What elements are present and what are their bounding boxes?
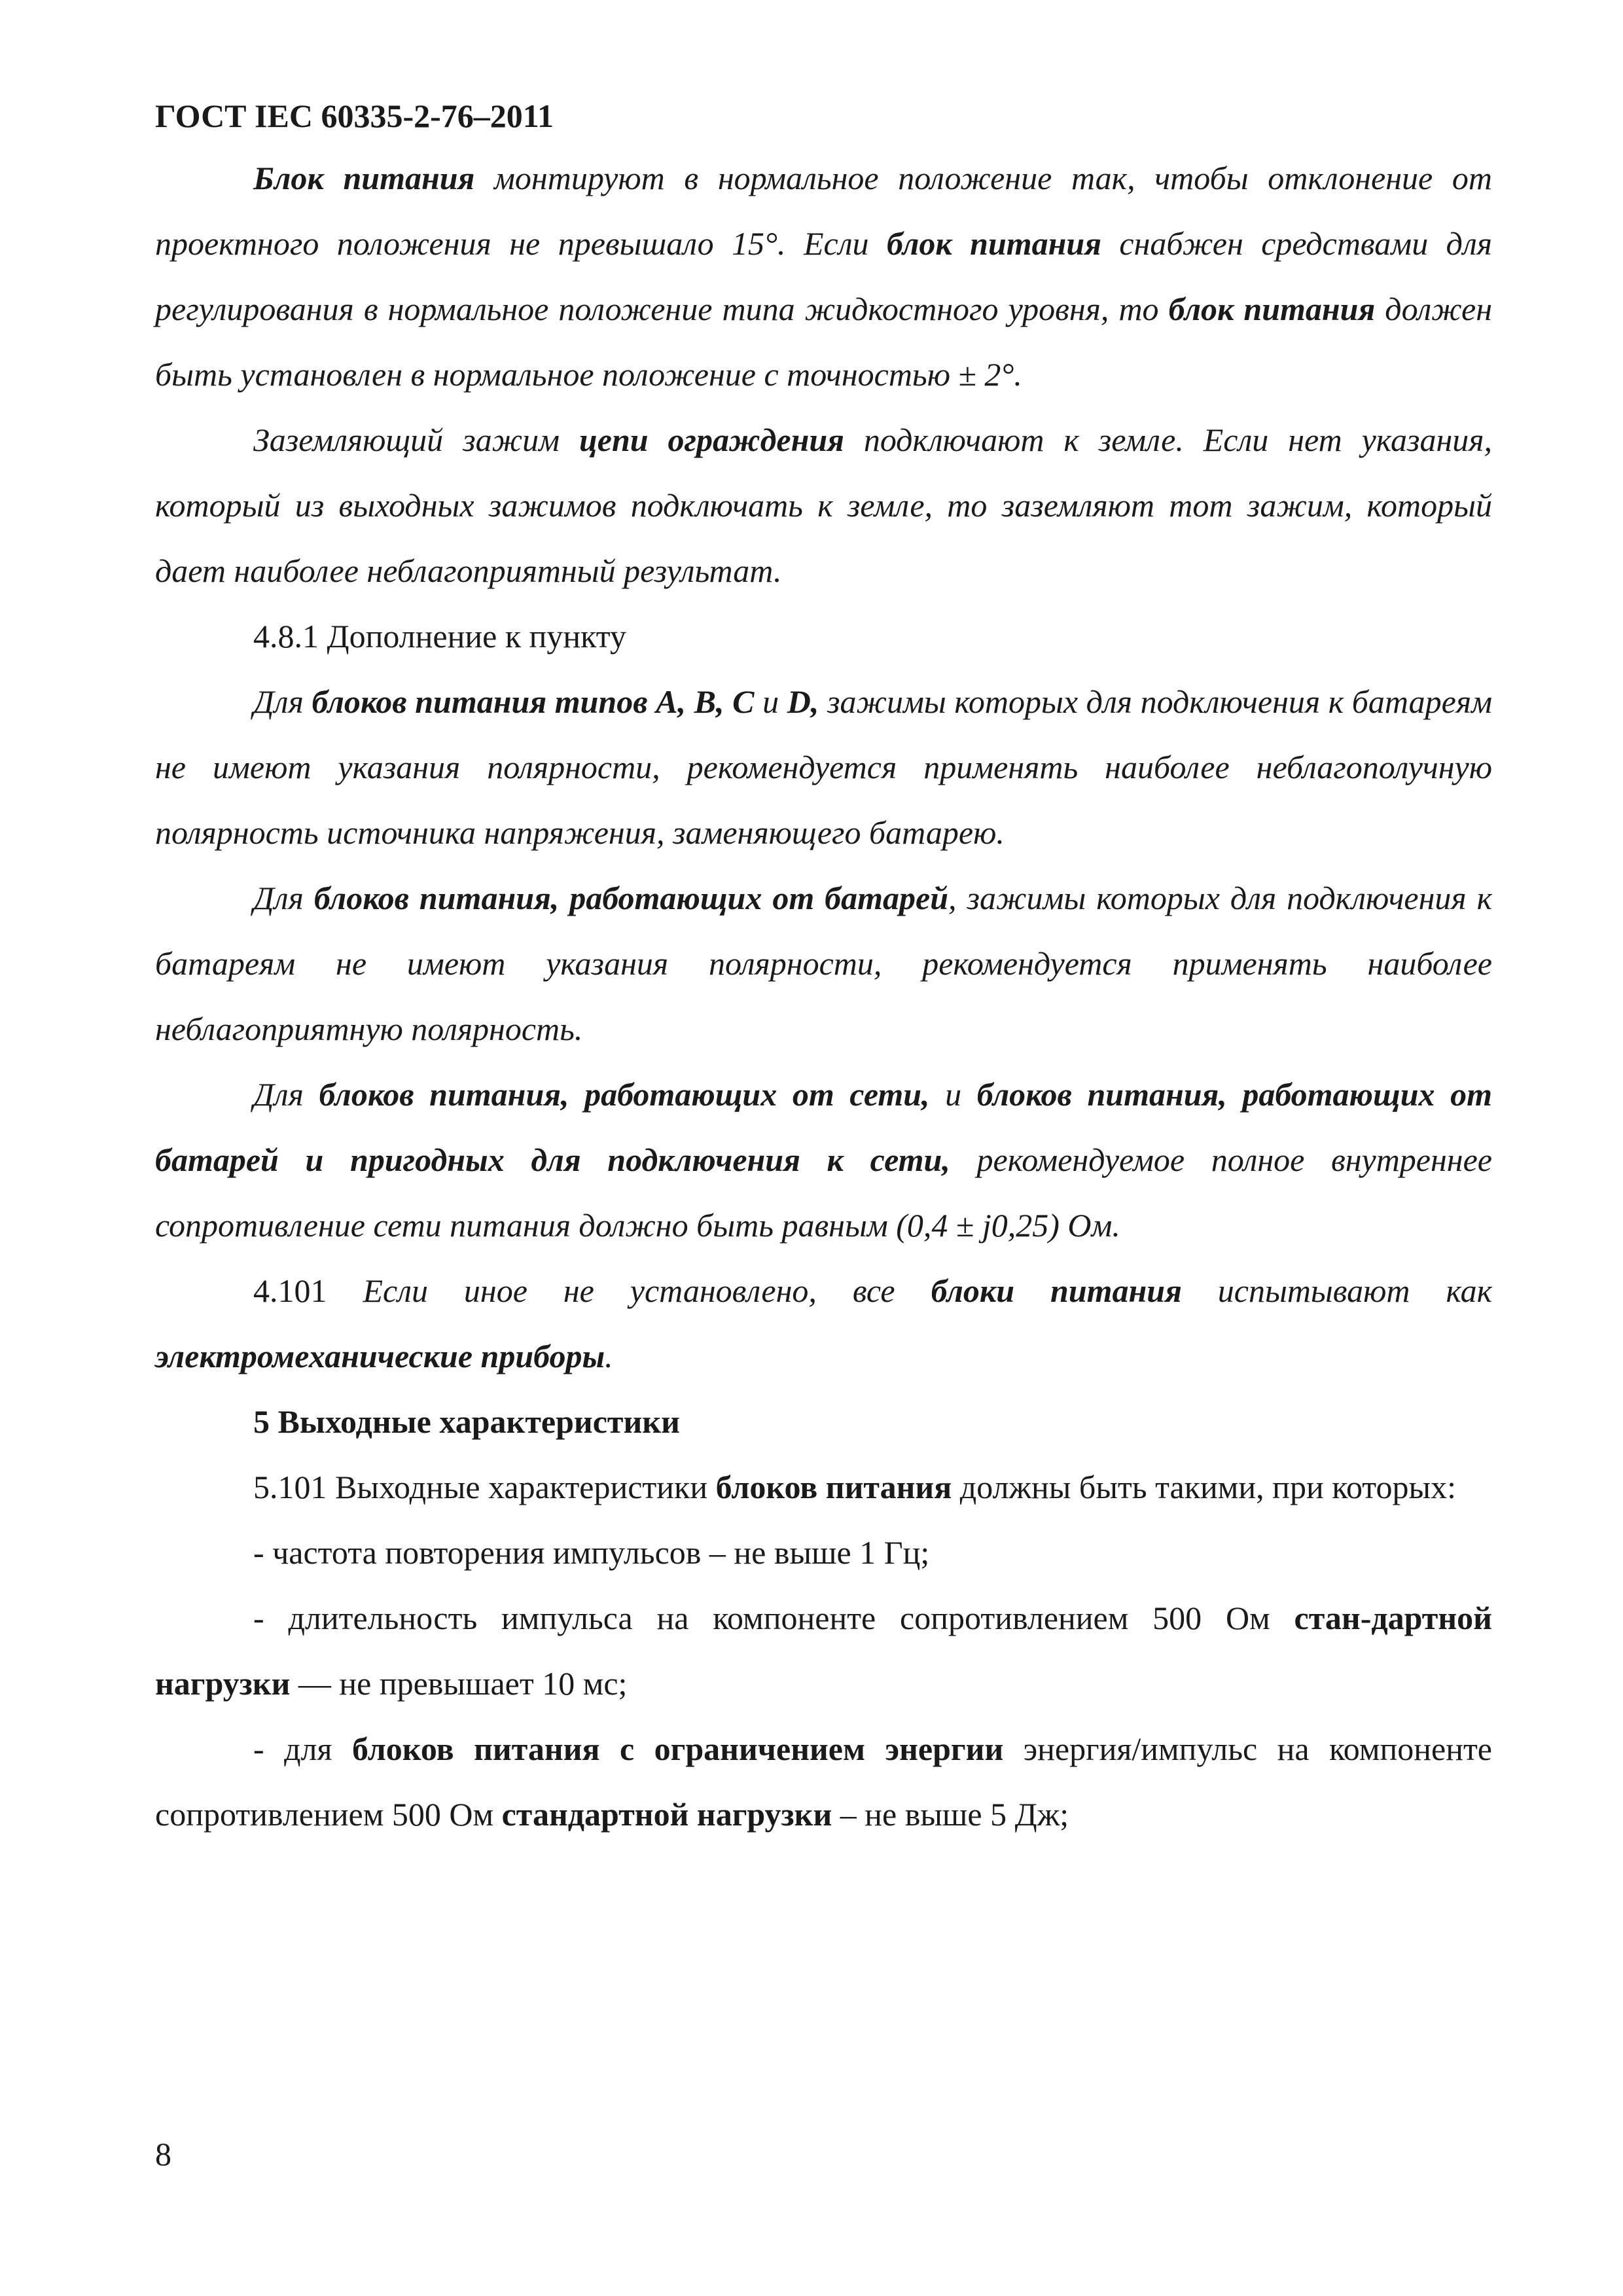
text-run: должен быть установлен в нормальное положение с точностью ± 2°. — [155, 291, 1492, 393]
term: блоков питания с ограничением энергии — [351, 1731, 1004, 1767]
text-run: должны быть такими, при которых: — [952, 1469, 1456, 1505]
text-run: — не превышает 10 мс; — [290, 1665, 628, 1702]
text-run: Для — [253, 1076, 319, 1113]
text-run: Заземляющий зажим — [253, 422, 579, 458]
paragraph-grounding — [155, 407, 1492, 603]
text-run: Если иное не установлено, все — [363, 1272, 931, 1309]
text-run: и — [754, 683, 787, 720]
text-run: испытывают как — [1181, 1272, 1492, 1309]
text-run: подключают к земле. Если нет указания, который из выходных зажимов подключать к земле, то заземляют тот зажим, который дает наиболее неблагоприятный результат. — [155, 422, 1493, 589]
term: блоков питания, работающих от батарей — [313, 880, 949, 916]
list-item-pulse-frequency: - частота повторения импульсов – не выше 1 Гц; — [253, 1534, 930, 1571]
text-run: – не выше 5 Дж; — [832, 1796, 1069, 1833]
text-run: снабжен средствами для регулирования в нормальное положение типа жидкостного уровня, то — [155, 225, 1492, 327]
term: блоков питания, работающих от сети, — [319, 1076, 930, 1113]
term: электромеханические приборы — [155, 1338, 605, 1374]
term: цепи ограждения — [579, 422, 844, 458]
term: блоков питания, работающих от батарей и пригодных для подключения к сети, — [155, 1076, 1492, 1178]
text-run: и — [929, 1076, 977, 1113]
term: блок питания — [886, 225, 1101, 262]
clause-4-8-1: 4.8.1 Дополнение к пункту — [253, 618, 626, 655]
paragraph-types-abcd — [155, 669, 1492, 865]
term: Блок питания — [253, 160, 475, 196]
text-run: зажимы которых для подключения к батареям не имеют указания полярности, рекомендуется применять наиболее неблагополучную полярность источника напряжения, заменяющего батарею. — [155, 683, 1492, 851]
page-number: 8 — [155, 2136, 171, 2172]
paragraph-mounting — [155, 145, 1492, 407]
text-run: . — [605, 1338, 613, 1374]
term: блоки питания — [931, 1272, 1182, 1309]
clause-4-101 — [155, 1258, 1492, 1389]
document-header: ГОСТ IEC 60335-2-76–2011 — [155, 98, 554, 134]
paragraph-mains-powered — [155, 1062, 1492, 1258]
text-run: монтируют в нормальное положение так, чтобы отклонение от проектного положения не превышало 15°. Если — [155, 160, 1492, 262]
term: стан-дартной нагрузки — [155, 1600, 1492, 1702]
term: стандартной нагрузки — [501, 1796, 832, 1833]
term: блоков питания — [715, 1469, 952, 1505]
text-run: 5.101 Выходные характеристики — [253, 1469, 716, 1505]
text-run: Для — [253, 683, 312, 720]
term: блоков питания типов A, B, C — [312, 683, 755, 720]
text-run: Для — [253, 880, 314, 916]
list-item-energy-limit — [155, 1716, 1492, 1847]
document-body — [155, 145, 1492, 1847]
text-run: , зажимы которых для подключения к батареям не имеют указания полярности, рекомендуется применять наиболее неблагоприятную полярность. — [155, 880, 1493, 1047]
text-run: - для — [253, 1731, 352, 1767]
term: блок питания — [1168, 291, 1376, 327]
section-heading-5: 5 Выходные характеристики — [253, 1403, 680, 1440]
text-run: - длительность импульса на компоненте сопротивлением 500 Ом — [253, 1600, 1294, 1636]
clause-number: 4.101 — [253, 1272, 363, 1309]
paragraph-battery-powered — [155, 865, 1492, 1062]
text-run: рекомендуемое полное внутреннее сопротивление сети питания должно быть равным (0,4 ± j0,25) Ом. — [155, 1141, 1492, 1244]
list-item-pulse-duration — [155, 1585, 1492, 1716]
clause-5-101 — [155, 1454, 1492, 1520]
term: D, — [787, 683, 819, 720]
text-run: энергия/импульс на компоненте сопротивлением 500 Ом — [155, 1731, 1492, 1833]
